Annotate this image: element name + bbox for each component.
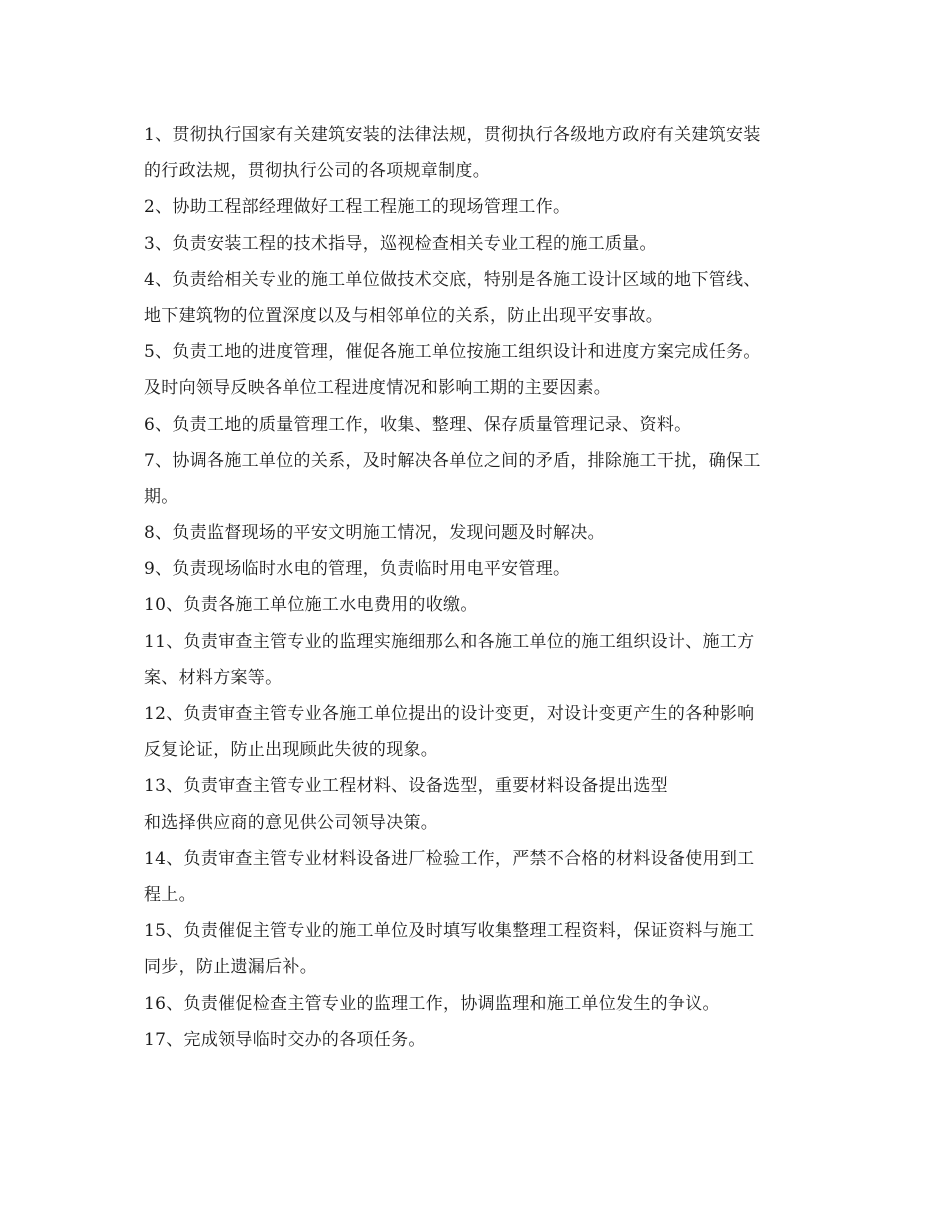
text-line: 11、负责审查主管专业的监理实施细那么和各施工单位的施工组织设计、施工方 — [144, 631, 755, 652]
text-line: 16、负责催促检查主管专业的监理工作，协调监理和施工单位发生的争议。 — [144, 993, 720, 1014]
text-line: 的行政法规，贯彻执行公司的各项规章制度。 — [144, 161, 490, 182]
text-line: 2、协助工程部经理做好工程工程施工的现场管理工作。 — [144, 197, 571, 218]
text-line: 3、负责安装工程的技术指导，巡视检查相关专业工程的施工质量。 — [144, 233, 657, 254]
text-line: 15、负责催促主管专业的施工单位及时填写收集整理工程资料，保证资料与施工 — [144, 921, 755, 942]
text-line: 10、负责各施工单位施工水电费用的收缴。 — [144, 595, 478, 616]
text-line: 期。 — [144, 486, 179, 507]
text-line: 地下建筑物的位置深度以及与相邻单位的关系，防止出现平安事故。 — [144, 305, 663, 326]
text-line: 5、负责工地的进度管理，催促各施工单位按施工组织设计和进度方案完成任务。 — [144, 342, 761, 363]
text-line: 案、材料方案等。 — [144, 667, 283, 688]
text-line: 1、贯彻执行国家有关建筑安装的法律法规，贯彻执行各级地方政府有关建筑安装 — [144, 125, 761, 145]
text-line: 12、负责审查主管专业各施工单位提出的设计变更，对设计变更产生的各种影响 — [144, 704, 755, 724]
text-line: 及时向领导反映各单位工程进度情况和影响工期的主要因素。 — [144, 378, 612, 399]
text-line: 6、负责工地的质量管理工作，收集、整理、保存质量管理记录、资料。 — [144, 414, 692, 435]
text-line: 反复论证，防止出现顾此失彼的现象。 — [144, 740, 439, 761]
text-line: 14、负责审查主管专业材料设备进厂检验工作，严禁不合格的材料设备使用到工 — [144, 848, 755, 869]
text-line: 13、负责审查主管专业工程材料、设备选型，重要材料设备提出选型 — [144, 776, 668, 797]
text-line: 和选择供应商的意见供公司领导决策。 — [144, 812, 439, 833]
text-line: 8、负责监督现场的平安文明施工情况，发现问题及时解决。 — [144, 523, 605, 544]
text-line: 9、负责现场临时水电的管理，负责临时用电平安管理。 — [144, 559, 571, 580]
document-body — [144, 117, 814, 1058]
text-line: 程上。 — [144, 884, 196, 905]
text-line: 7、协调各施工单位的关系，及时解决各单位之间的矛盾，排除施工干扰，确保工 — [144, 450, 761, 471]
text-line: 17、完成领导临时交办的各项任务。 — [144, 1029, 426, 1050]
text-line: 4、负责给相关专业的施工单位做技术交底，特别是各施工设计区域的地下管线、 — [144, 269, 761, 290]
text-line: 同步，防止遗漏后补。 — [144, 957, 317, 978]
